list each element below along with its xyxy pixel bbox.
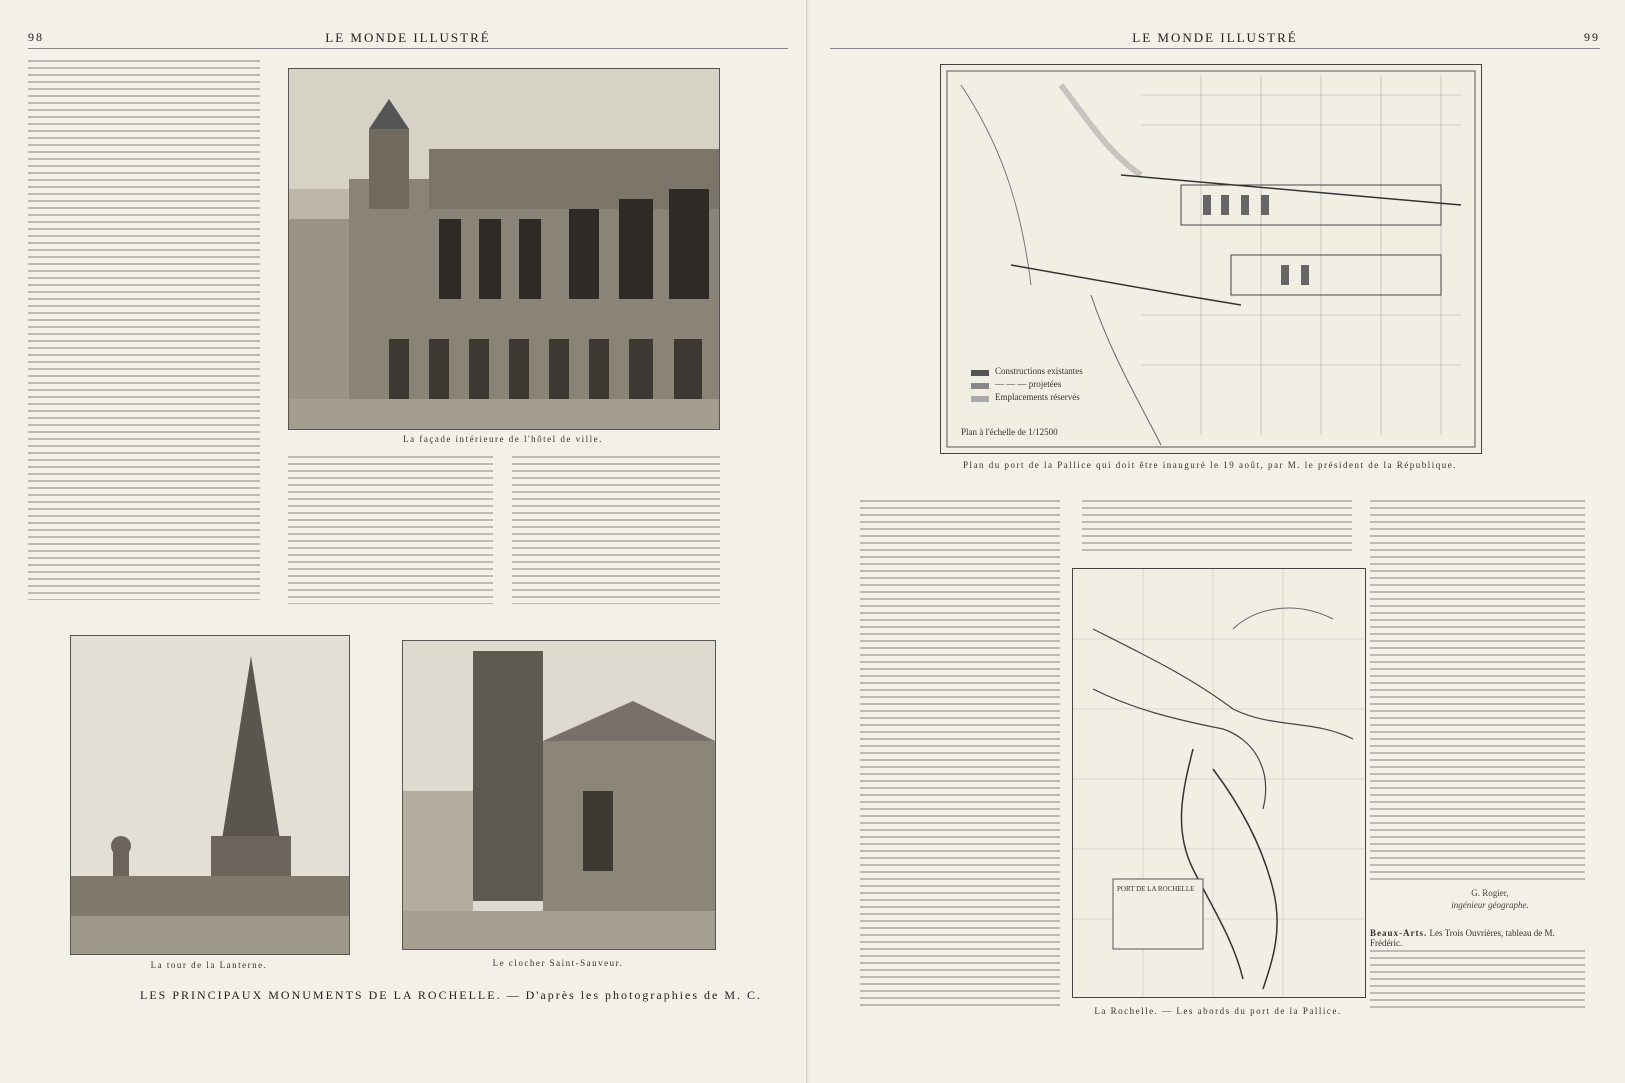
page-number-right: 99 bbox=[1584, 30, 1600, 44]
plan-scale: Plan à l'échelle de 1/12500 bbox=[961, 427, 1058, 437]
page-number-left: 98 bbox=[28, 30, 44, 44]
left-page bbox=[0, 0, 808, 1083]
hotel-de-ville-illustration bbox=[289, 69, 719, 429]
right-page bbox=[810, 0, 1625, 1083]
article-column-7 bbox=[1370, 950, 1585, 1010]
legend-item-2: — — — projetées bbox=[995, 379, 1062, 389]
article-text bbox=[512, 456, 720, 604]
article-text bbox=[288, 456, 493, 604]
article-text bbox=[1370, 500, 1585, 880]
legend-item-1: Constructions existantes bbox=[995, 366, 1083, 376]
tour-lanterne-illustration bbox=[71, 636, 349, 954]
caption-hotel-de-ville: La façade intérieure de l'hôtel de ville. bbox=[403, 434, 603, 444]
abords-map-drawing bbox=[1073, 569, 1365, 997]
article-column-6 bbox=[1370, 500, 1585, 880]
map-inset-label: PORT DE LA ROCHELLE bbox=[1117, 885, 1195, 893]
tour-lanterne-photo bbox=[70, 635, 350, 955]
caption-abords-map: La Rochelle. — Les abords du port de la Pallice. bbox=[1094, 1006, 1342, 1016]
caption-plan-port: Plan du port de la Pallice qui doit être inauguré le 19 août, par M. le président de la République. bbox=[963, 460, 1457, 470]
saint-sauveur-illustration bbox=[403, 641, 715, 949]
article-column-3 bbox=[512, 456, 720, 604]
article-column-2 bbox=[288, 456, 493, 604]
legend-item-3: Emplacements réservés bbox=[995, 392, 1080, 402]
article-text bbox=[860, 500, 1060, 1010]
author-name: G. Rogier, bbox=[1471, 888, 1509, 898]
saint-sauveur-photo bbox=[402, 640, 716, 950]
beaux-arts-text: Les Trois Ouvrières, tableau de M. Frédéric. bbox=[1370, 928, 1555, 948]
abords-map bbox=[1072, 568, 1366, 998]
caption-tour-lanterne: La tour de la Lanterne. bbox=[150, 960, 268, 970]
article-text bbox=[1370, 950, 1585, 1010]
hotel-de-ville-photo bbox=[288, 68, 720, 430]
right-page-header bbox=[830, 30, 1600, 49]
article-text bbox=[28, 60, 260, 600]
beaux-arts-heading bbox=[1370, 928, 1585, 948]
left-page-header bbox=[28, 30, 788, 49]
article-column-4 bbox=[860, 500, 1060, 1010]
port-plan-map bbox=[940, 64, 1482, 454]
caption-monuments: LES PRINCIPAUX MONUMENTS DE LA ROCHELLE. — D'après les photographies de M. C. bbox=[140, 988, 763, 1002]
masthead-right: LE MONDE ILLUSTRÉ bbox=[1132, 30, 1298, 45]
article-column-1 bbox=[28, 60, 260, 600]
article-column-5-top bbox=[1082, 500, 1352, 552]
caption-saint-sauveur: Le clocher Saint-Sauveur. bbox=[492, 958, 624, 968]
author-role: ingénieur géographe. bbox=[1451, 900, 1529, 910]
article-text bbox=[1082, 500, 1352, 552]
masthead-left: LE MONDE ILLUSTRÉ bbox=[325, 30, 491, 45]
beaux-arts-label: Beaux-Arts. bbox=[1370, 928, 1428, 938]
